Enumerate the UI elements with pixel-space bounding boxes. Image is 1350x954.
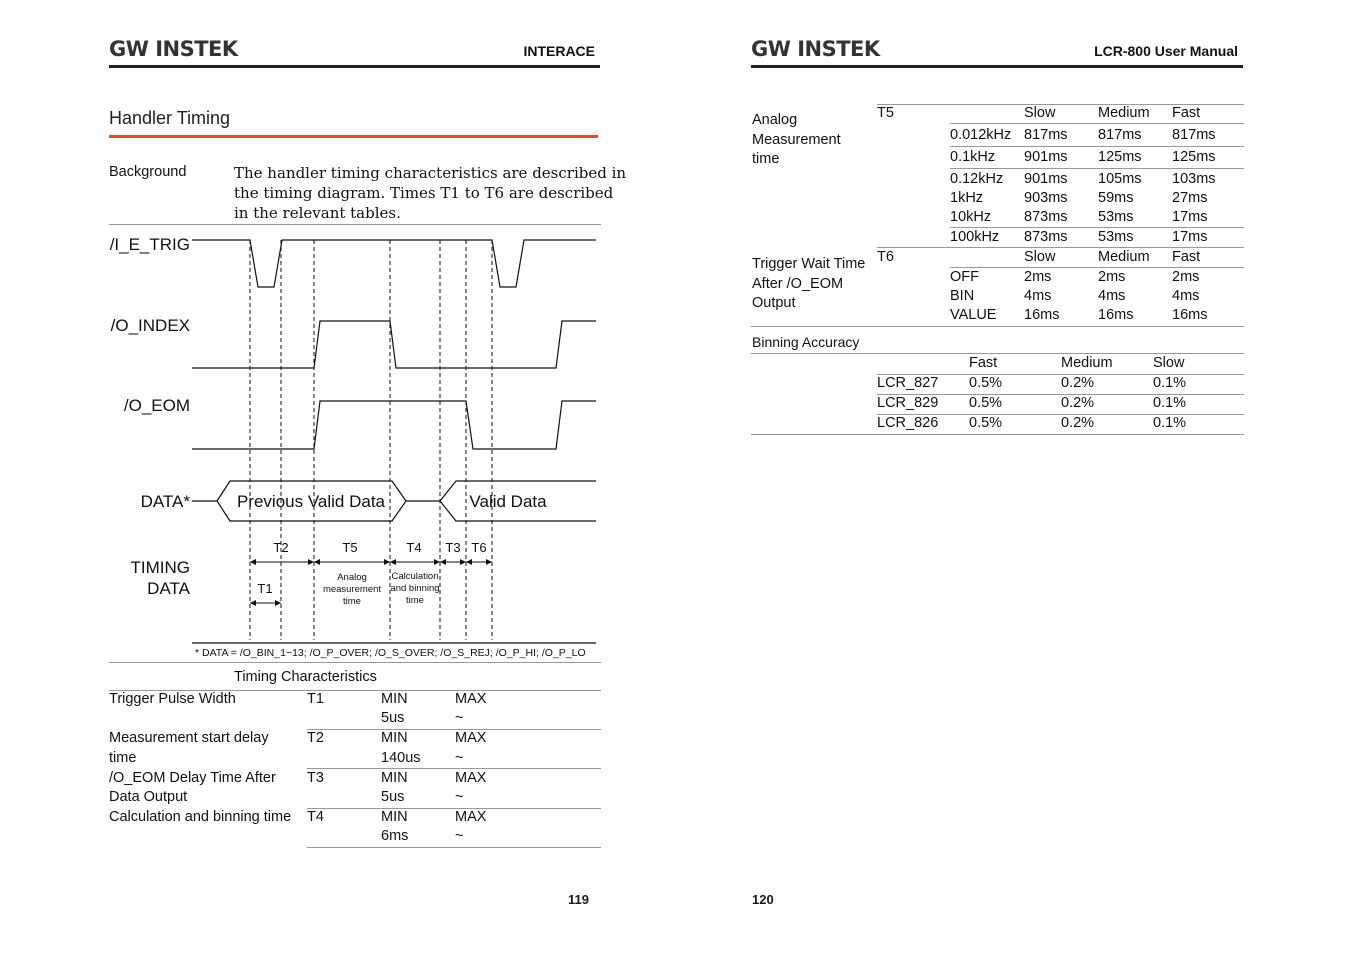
table-cell: LCR_827 — [877, 375, 939, 391]
table-cell: 105ms — [1098, 171, 1142, 187]
column-header: Fast — [1172, 105, 1201, 121]
timing-label-line: TIMING — [130, 558, 190, 577]
valid-data-label: Valid Data — [469, 492, 547, 511]
table-cell: 901ms — [1024, 149, 1068, 165]
row-divider — [950, 227, 1244, 228]
table-cell: VALUE — [950, 307, 997, 323]
signal-label-trig: /I_E_TRIG — [109, 235, 190, 254]
data-footnote: * DATA = /O_BIN_1~13; /O_P_OVER; /O_S_OVER; /O_S_REJ; /O_P_HI; /O_P_LO — [195, 647, 586, 659]
table-cell: 817ms — [1172, 127, 1216, 143]
row-min-label: MIN — [381, 809, 408, 825]
row-divider — [307, 768, 601, 769]
column-header: Slow — [1024, 105, 1056, 121]
table-cell: 901ms — [1024, 171, 1068, 187]
table-cell: 0.5% — [969, 395, 1003, 411]
t5-code: T5 — [877, 105, 894, 121]
label-line: Analog — [752, 112, 798, 128]
background-line: The handler timing characteristics are described in — [234, 164, 627, 182]
eom-waveform — [192, 401, 596, 449]
column-header: Medium — [1098, 249, 1150, 265]
label-line: Output — [752, 295, 796, 311]
table-cell: 0.12kHz — [950, 171, 1004, 187]
table-cell: 873ms — [1024, 229, 1068, 245]
row-divider — [950, 146, 1244, 147]
row-max-label: MAX — [455, 730, 487, 746]
t4-note-line: and binning — [390, 583, 440, 594]
table-cell: 53ms — [1098, 209, 1134, 225]
table-cell: 0.5% — [969, 375, 1003, 391]
page-header-title: INTERACE — [523, 43, 595, 59]
row-name: Data Output — [109, 789, 188, 805]
background-line: in the relevant tables. — [234, 204, 401, 222]
row-divider — [950, 168, 1244, 169]
table-cell: 0.1% — [1153, 395, 1187, 411]
brand-logo: GW INSTEK — [751, 37, 880, 61]
label-line: Trigger Wait Time — [752, 256, 866, 272]
t4-note-line: Calculation — [391, 571, 439, 582]
row-min: 5us — [381, 789, 405, 805]
table-bottom-rule — [751, 434, 1244, 435]
row-code: T4 — [307, 809, 324, 825]
interval-label-t3: T3 — [445, 540, 461, 555]
row-min-label: MIN — [381, 691, 408, 707]
table-cell: LCR_826 — [877, 415, 939, 431]
column-header: Fast — [969, 355, 998, 371]
t5-note-line: measurement — [322, 584, 382, 595]
row-divider — [307, 847, 601, 848]
row-max: ~ — [455, 710, 464, 726]
background-label: Background — [109, 164, 187, 180]
table-cell: OFF — [950, 269, 979, 285]
header-rule — [950, 123, 1244, 124]
table-cell: 873ms — [1024, 209, 1068, 225]
timing-caption: Timing Characteristics — [234, 669, 377, 685]
header-rule — [751, 65, 1243, 68]
table-cell: 103ms — [1172, 171, 1216, 187]
t5-note-line: time — [343, 596, 361, 607]
table-cell: BIN — [950, 288, 975, 304]
label-line: Measurement — [752, 131, 841, 148]
brand-logo: GW INSTEK — [109, 37, 238, 61]
row-min: 140us — [381, 750, 421, 766]
signal-label-eom: /O_EOM — [123, 396, 190, 415]
trig-waveform — [192, 240, 596, 287]
table-cell: 125ms — [1098, 149, 1142, 165]
table-cell: 59ms — [1098, 190, 1134, 206]
column-header: Fast — [1172, 249, 1201, 265]
table-cell: 1kHz — [950, 190, 984, 206]
table-cell: 903ms — [1024, 190, 1068, 206]
table-cell: 4ms — [1098, 288, 1126, 304]
table-cell: 125ms — [1172, 149, 1216, 165]
table-cell: 27ms — [1172, 190, 1208, 206]
table-cell: 2ms — [1024, 269, 1052, 285]
timing-label-line: DATA — [147, 579, 190, 598]
index-waveform — [192, 321, 596, 368]
row-max-label: MAX — [455, 809, 487, 825]
signal-label-index: /O_INDEX — [110, 316, 190, 335]
section-rule — [751, 326, 1244, 327]
table-cell: 0.2% — [1061, 395, 1095, 411]
table-cell: 817ms — [1024, 127, 1068, 143]
row-divider — [307, 808, 601, 809]
table-cell: 0.012kHz — [950, 127, 1012, 143]
divider — [109, 662, 601, 663]
page-number: 120 — [752, 892, 774, 907]
interval-label-t2: T2 — [273, 540, 289, 555]
column-header: Slow — [1024, 249, 1056, 265]
table-cell: 0.2% — [1061, 415, 1095, 431]
column-header: Medium — [1061, 355, 1113, 371]
binning-label: Binning Accuracy — [752, 334, 860, 350]
row-max-label: MAX — [455, 691, 487, 707]
column-header: Medium — [1098, 105, 1150, 121]
row-name: time — [109, 750, 137, 766]
table-cell: 0.1kHz — [950, 149, 996, 165]
row-code: T1 — [307, 691, 324, 707]
row-code: T3 — [307, 770, 324, 786]
interval-label-t1: T1 — [257, 581, 273, 596]
table-cell: 16ms — [1172, 307, 1208, 323]
section-rule — [751, 353, 1244, 354]
row-divider — [307, 729, 601, 730]
column-header: Slow — [1153, 355, 1185, 371]
t5-note-line: Analog — [337, 572, 367, 583]
section-rule — [877, 247, 1244, 248]
section-title: Handler Timing — [109, 108, 231, 128]
row-max-label: MAX — [455, 770, 487, 786]
row-max: ~ — [455, 789, 464, 805]
table-cell: 0.1% — [1153, 415, 1187, 431]
row-code: T2 — [307, 730, 324, 746]
interval-label-t6: T6 — [471, 540, 487, 555]
trigger-wait-label — [752, 255, 865, 314]
row-max: ~ — [455, 828, 464, 844]
table-cell: 4ms — [1024, 288, 1052, 304]
interval-label-t4: T4 — [406, 540, 422, 555]
interval-label-t5: T5 — [342, 540, 358, 555]
row-min-label: MIN — [381, 730, 408, 746]
table-cell: 16ms — [1098, 307, 1134, 323]
analog-label — [752, 111, 841, 170]
label-line: After /O_EOM — [752, 275, 844, 292]
row-min-label: MIN — [381, 770, 408, 786]
row-min: 5us — [381, 710, 405, 726]
row-min: 6ms — [381, 828, 409, 844]
t4-note-line: time — [406, 595, 424, 606]
t6-code: T6 — [877, 249, 894, 265]
table-cell: 100kHz — [950, 229, 1000, 245]
row-name: Measurement start delay — [109, 730, 269, 746]
background-line: the timing diagram. Times T1 to T6 are described — [234, 184, 614, 202]
table-cell: 17ms — [1172, 209, 1208, 225]
table-cell: 10kHz — [950, 209, 992, 225]
table-cell: 53ms — [1098, 229, 1134, 245]
table-cell: 0.2% — [1061, 375, 1095, 391]
table-cell: 17ms — [1172, 229, 1208, 245]
signal-label-data: DATA* — [140, 492, 190, 511]
table-cell: 817ms — [1098, 127, 1142, 143]
table-cell: 0.5% — [969, 415, 1003, 431]
row-name: Calculation and binning time — [109, 809, 292, 825]
table-cell: 16ms — [1024, 307, 1060, 323]
table-cell: 2ms — [1098, 269, 1126, 285]
table-cell: 2ms — [1172, 269, 1200, 285]
row-max: ~ — [455, 750, 464, 766]
row-name: /O_EOM Delay Time After — [109, 770, 276, 786]
table-cell: LCR_829 — [877, 395, 939, 411]
header-rule — [950, 267, 1244, 268]
timing-diagram — [0, 0, 620, 680]
row-name: Trigger Pulse Width — [109, 691, 236, 707]
label-line: time — [752, 151, 780, 167]
page-number: 119 — [568, 892, 589, 907]
previous-valid-data-label: Previous Valid Data — [236, 492, 386, 511]
table-cell: 4ms — [1172, 288, 1200, 304]
page-header-title: LCR-800 User Manual — [1094, 43, 1238, 59]
table-cell: 0.1% — [1153, 375, 1187, 391]
